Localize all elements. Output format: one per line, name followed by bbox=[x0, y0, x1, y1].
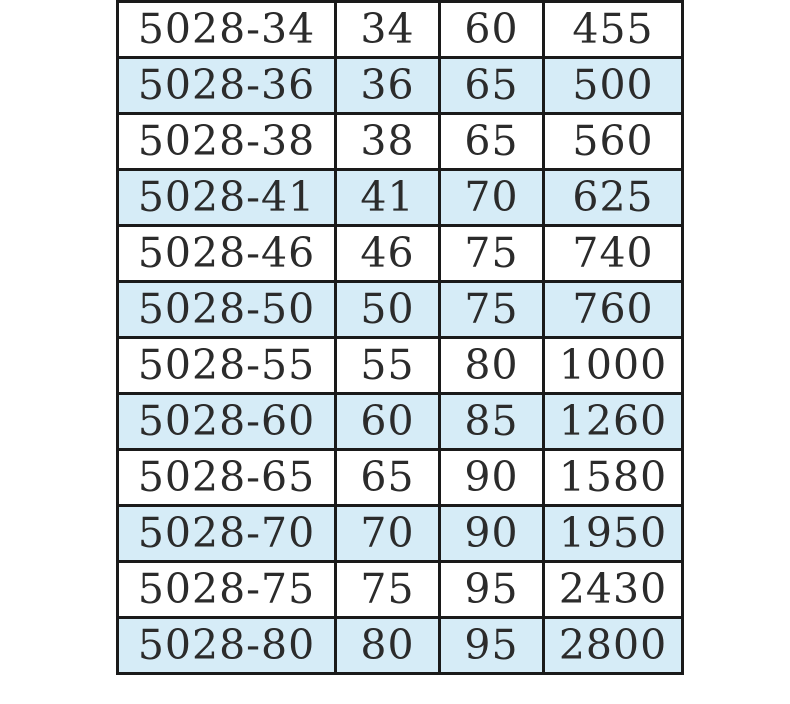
model-cell: 5028-50 bbox=[118, 282, 336, 338]
table-row bbox=[118, 114, 683, 170]
value-cell: 70 bbox=[440, 170, 544, 226]
value-cell: 95 bbox=[440, 562, 544, 618]
table-row bbox=[118, 450, 683, 506]
value-cell: 95 bbox=[440, 618, 544, 674]
value-cell: 455 bbox=[544, 2, 683, 58]
value-cell: 1260 bbox=[544, 394, 683, 450]
table-row bbox=[118, 58, 683, 114]
value-cell: 560 bbox=[544, 114, 683, 170]
table-row bbox=[118, 226, 683, 282]
model-cell: 5028-36 bbox=[118, 58, 336, 114]
value-cell: 625 bbox=[544, 170, 683, 226]
table-row bbox=[118, 338, 683, 394]
table-row bbox=[118, 394, 683, 450]
model-cell: 5028-34 bbox=[118, 2, 336, 58]
value-cell: 34 bbox=[336, 2, 440, 58]
table-row bbox=[118, 282, 683, 338]
value-cell: 760 bbox=[544, 282, 683, 338]
spec-table bbox=[116, 0, 684, 675]
value-cell: 2800 bbox=[544, 618, 683, 674]
table-row bbox=[118, 562, 683, 618]
model-cell: 5028-80 bbox=[118, 618, 336, 674]
value-cell: 75 bbox=[440, 282, 544, 338]
value-cell: 90 bbox=[440, 506, 544, 562]
table-row bbox=[118, 170, 683, 226]
value-cell: 1950 bbox=[544, 506, 683, 562]
value-cell: 85 bbox=[440, 394, 544, 450]
value-cell: 60 bbox=[440, 2, 544, 58]
value-cell: 46 bbox=[336, 226, 440, 282]
value-cell: 38 bbox=[336, 114, 440, 170]
table-row bbox=[118, 506, 683, 562]
model-cell: 5028-41 bbox=[118, 170, 336, 226]
value-cell: 80 bbox=[336, 618, 440, 674]
model-cell: 5028-65 bbox=[118, 450, 336, 506]
value-cell: 65 bbox=[440, 114, 544, 170]
value-cell: 55 bbox=[336, 338, 440, 394]
value-cell: 500 bbox=[544, 58, 683, 114]
table-row bbox=[118, 618, 683, 674]
value-cell: 41 bbox=[336, 170, 440, 226]
value-cell: 1580 bbox=[544, 450, 683, 506]
model-cell: 5028-60 bbox=[118, 394, 336, 450]
model-cell: 5028-55 bbox=[118, 338, 336, 394]
value-cell: 75 bbox=[336, 562, 440, 618]
model-cell: 5028-70 bbox=[118, 506, 336, 562]
value-cell: 36 bbox=[336, 58, 440, 114]
model-cell: 5028-38 bbox=[118, 114, 336, 170]
model-cell: 5028-75 bbox=[118, 562, 336, 618]
value-cell: 1000 bbox=[544, 338, 683, 394]
value-cell: 65 bbox=[336, 450, 440, 506]
value-cell: 60 bbox=[336, 394, 440, 450]
value-cell: 70 bbox=[336, 506, 440, 562]
value-cell: 2430 bbox=[544, 562, 683, 618]
spec-table-container bbox=[116, 0, 681, 675]
value-cell: 80 bbox=[440, 338, 544, 394]
value-cell: 65 bbox=[440, 58, 544, 114]
value-cell: 75 bbox=[440, 226, 544, 282]
model-cell: 5028-46 bbox=[118, 226, 336, 282]
value-cell: 50 bbox=[336, 282, 440, 338]
value-cell: 740 bbox=[544, 226, 683, 282]
table-row bbox=[118, 2, 683, 58]
value-cell: 90 bbox=[440, 450, 544, 506]
